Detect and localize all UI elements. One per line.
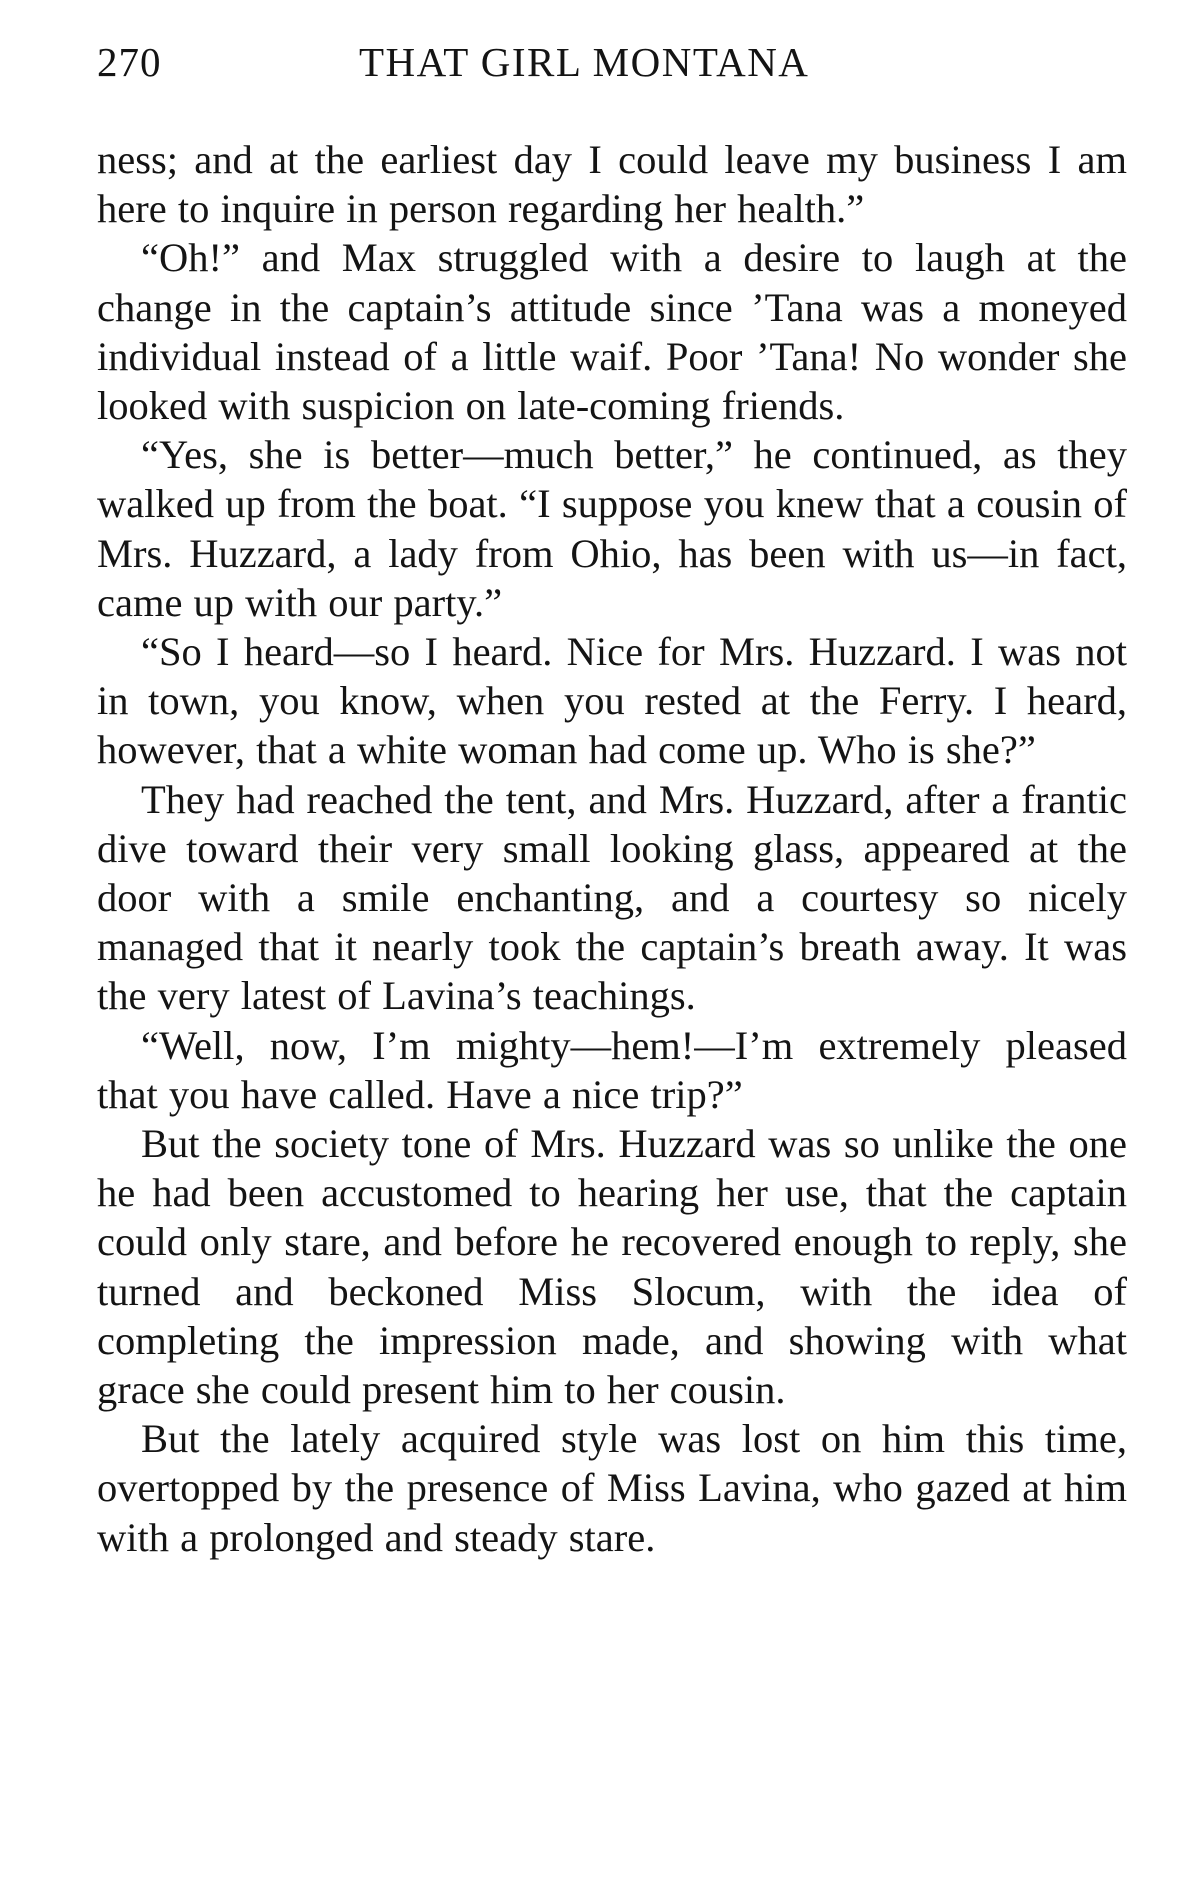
paragraph: But the society tone of Mrs. Huzzard was so unlike the one he had been accustomed to hearing her use, that the captain could only stare, and before he recovered enough to reply, she turned and beckoned Miss Slocum, with the idea of completing the impression made, and showing with what grace she could present him to her cousin.	[97, 1121, 1127, 1413]
paragraph: They had reached the tent, and Mrs. Huzzard, after a frantic dive toward their very small looking glass, appeared at the door with a smile enchanting, and a courtesy so nicely managed that it nearly took the captain’s breath away. It was the very latest of Lavina’s teachings.	[97, 776, 1127, 1019]
body-text	[97, 135, 1127, 1562]
paragraph: “Well, now, I’m mighty—hem!—I’m extremely pleased that you have called. Have a nice trip?”	[97, 1022, 1127, 1117]
page-number: 270	[97, 39, 162, 85]
paragraph: “So I heard—so I heard. Nice for Mrs. Huzzard. I was not in town, you know, when you rested at the Ferry. I heard, however, that a white woman had come up. Who is she?”	[97, 629, 1127, 773]
book-title: THAT GIRL MONTANA	[359, 39, 810, 85]
paragraph: “Oh!” and Max struggled with a desire to laugh at the change in the captain’s attitude since ’Tana was a moneyed individual instead of a little waif. Poor ’Tana! No wonder she looked with suspicion on late-coming friends.	[97, 235, 1127, 429]
paragraph: ness; and at the earliest day I could leave my business I am here to inquire in person regarding her health.”	[97, 137, 1127, 232]
running-head	[97, 34, 1127, 90]
paragraph: But the lately acquired style was lost on him this time, overtopped by the presence of Miss Lavina, who gazed at him with a prolonged and steady stare.	[97, 1416, 1127, 1560]
book-page	[97, 34, 1127, 1562]
paragraph: “Yes, she is better—much better,” he continued, as they walked up from the boat. “I suppose you knew that a cousin of Mrs. Huzzard, a lady from Ohio, has been with us—in fact, came up with our party.”	[97, 432, 1127, 625]
